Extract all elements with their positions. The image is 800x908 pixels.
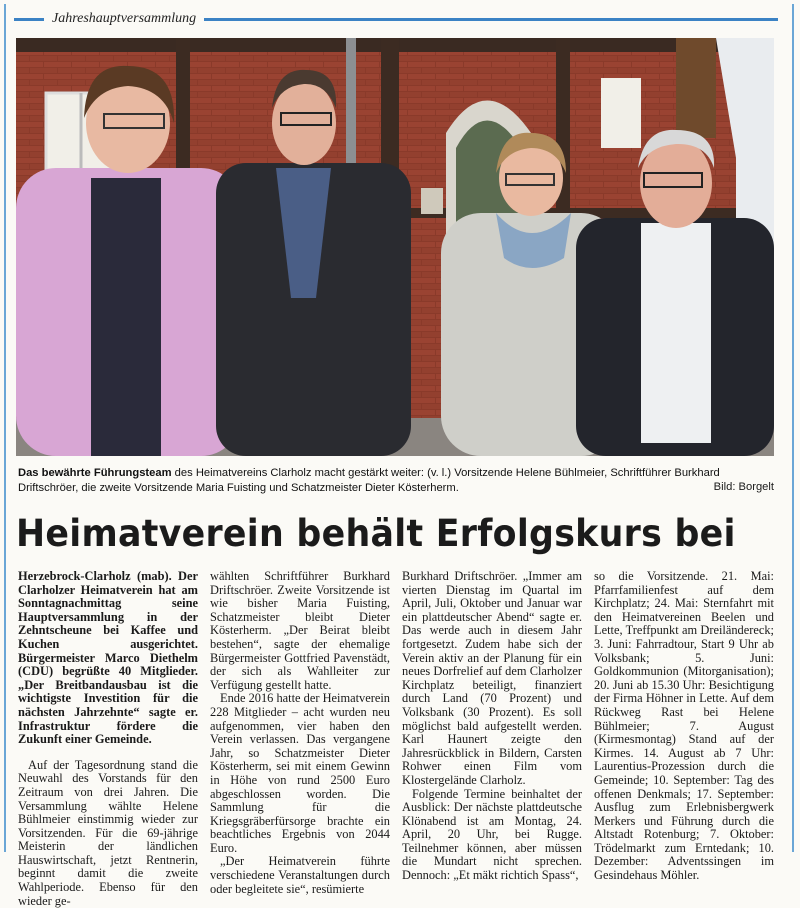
article-headline: Heimatverein behält Erfolgskurs bei [16,512,736,555]
article-paragraph: so die Vorsitzende. 21. Mai: Pfarrfamilienfest auf dem Kirchplatz; 24. Mai: Sternfahrt mit den Heimatvereinen Beelen und Lette, Treffpunkt am Dreiländereck; 3. Juni: Fahrradtour, Start 9 Uhr ab Volksbank; 5. Juni: Goldkommunion (Mitorganisation); 20. Juni ab 15.30 Uhr: Besichtigung der Firma Höhner in Lette. Auf dem Rückweg Rast bei Helene Bühlmeier; 7. August (Kirmesmontag) Stand auf der Kirmes. 14. August ab 7 Uhr: Laurentius-Prozession durch die Gemeinde; 10. September: Tag des offenen Denkmals; 17. September: Ausflug zum Erlebnisbergwerk Merkers und Führung durch die Altstadt Rotenburg; 7. Oktober: Trödelmarkt zum Erntedank; 10. Dezember: Adventssingen im Gesindehaus Möhler. [594,569,774,883]
article-column-4 [594,569,774,883]
caption-lead: Das bewährte Führungsteam [18,467,172,479]
article-lead: Herzebrock-Clarholz (mab). Der Clarholzer Heimatverein hat am Sonntagnachmittag seine Hauptversammlung in der Zehntscheune bei Kaffee und Kuchen ausgerichtet. Bürgermeister Marco Diethelm (CDU) begrüßte 40 Mitglieder. „Der Breitbandausbau ist die wichtigste Investition für die nächsten Jahrzehnte“ sagte er. Infrastruktur fördere die Zukunft einer Gemeinde. [18,569,198,747]
group-photo [16,38,774,456]
article-paragraph: „Der Heimatverein führte verschiedene Veranstaltungen durch oder begleitete sie“, resümierte [210,854,390,896]
section-kicker: Jahreshauptversammlung [52,11,197,26]
article-paragraph: Folgende Termine beinhaltet der Ausblick: Der nächste plattdeutsche Klönabend ist am Montag, 24. April, 20 Uhr, bei Rugge. Teilnehmer können, aber müssen die Mundart nicht sprechen. Dennoch: „Et mäkt richtich Spass“, [402,786,582,883]
group-photo-illustration [16,38,774,456]
article-paragraph: Burkhard Driftschröer. „Immer am vierten Dienstag im Quartal im April, Juli, Oktober und Januar war ein plattdeutscher Abend“ sagte er. Das werde auch in diesem Jahr fortgesetzt. Zudem habe sich der Verein aktiv an der Planung für ein neues Dorfrelief auf dem Clarholzer Kirchplatz beteiligt, finanziert durch Land (70 Prozent) und Volksbank (30 Prozent). Es soll möglichst bald aufgestellt werden. Karl Haunert zeigte den Jahresrückblick in Bildern, Carsten Rohwer einen Film vom Klostergelände Clarholz. [402,569,582,787]
article-paragraph: Ende 2016 hatte der Heimatverein 228 Mitglieder – acht wurden neu aufgenommen, vier haben den Verein verlassen. Das vergangene Jahr, so Schatzmeister Dieter Kösterherm, sei mit einem Gewinn in Höhe von rund 2500 Euro abgeschlossen worden. Die Sammlung für die Kriegsgräberfürsorge brachte ein beachtliches Ergebnis von 2044 Euro. [210,691,390,855]
article-paragraph: wählten Schriftführer Burkhard Driftschröer. Zweite Vorsitzende ist wie bisher Maria Fuisting, Schatzmeister bleibt Dieter Kösterherm. „Der Beirat bleibt bestehen“, sagte der ehemalige Bürgermeister Gottfried Pavenstädt, der sich als Wahlleiter zur Verfügung gestellt hatte. [210,569,390,692]
caption-text: des Heimatvereins Clarholz macht gestärkt weiter: (v. l.) Vorsitzende Helene Bühlmeier, Schriftführer Burkhard Driftschröer, die zweite Vorsitzende Maria Fuisting und Schatzmeister Dieter Kösterherm. [18,467,720,494]
section-kicker-row [14,8,778,30]
article-body [18,569,776,908]
photo-credit: Bild: Borgelt [713,481,774,493]
article-column-3 [402,569,582,883]
kicker-rule-right [204,18,778,21]
kicker-rule-left [14,18,44,21]
article-column-2 [210,569,390,896]
photo-caption [18,466,774,496]
article-paragraph: Auf der Tagesordnung stand die Neuwahl des Vorstands für den Zeitraum von drei Jahren. Die Versammlung wählte Helene Bühlmeier einstimmig wieder zur Vorsitzenden. Für die 69-jährige Meisterin der ländlichen Hauswirtschaft, jetzt Rentnerin, beginnt damit die zweite Wahlperiode. Ebenso für den wieder ge- [18,757,198,908]
article-column-1 [18,569,198,908]
